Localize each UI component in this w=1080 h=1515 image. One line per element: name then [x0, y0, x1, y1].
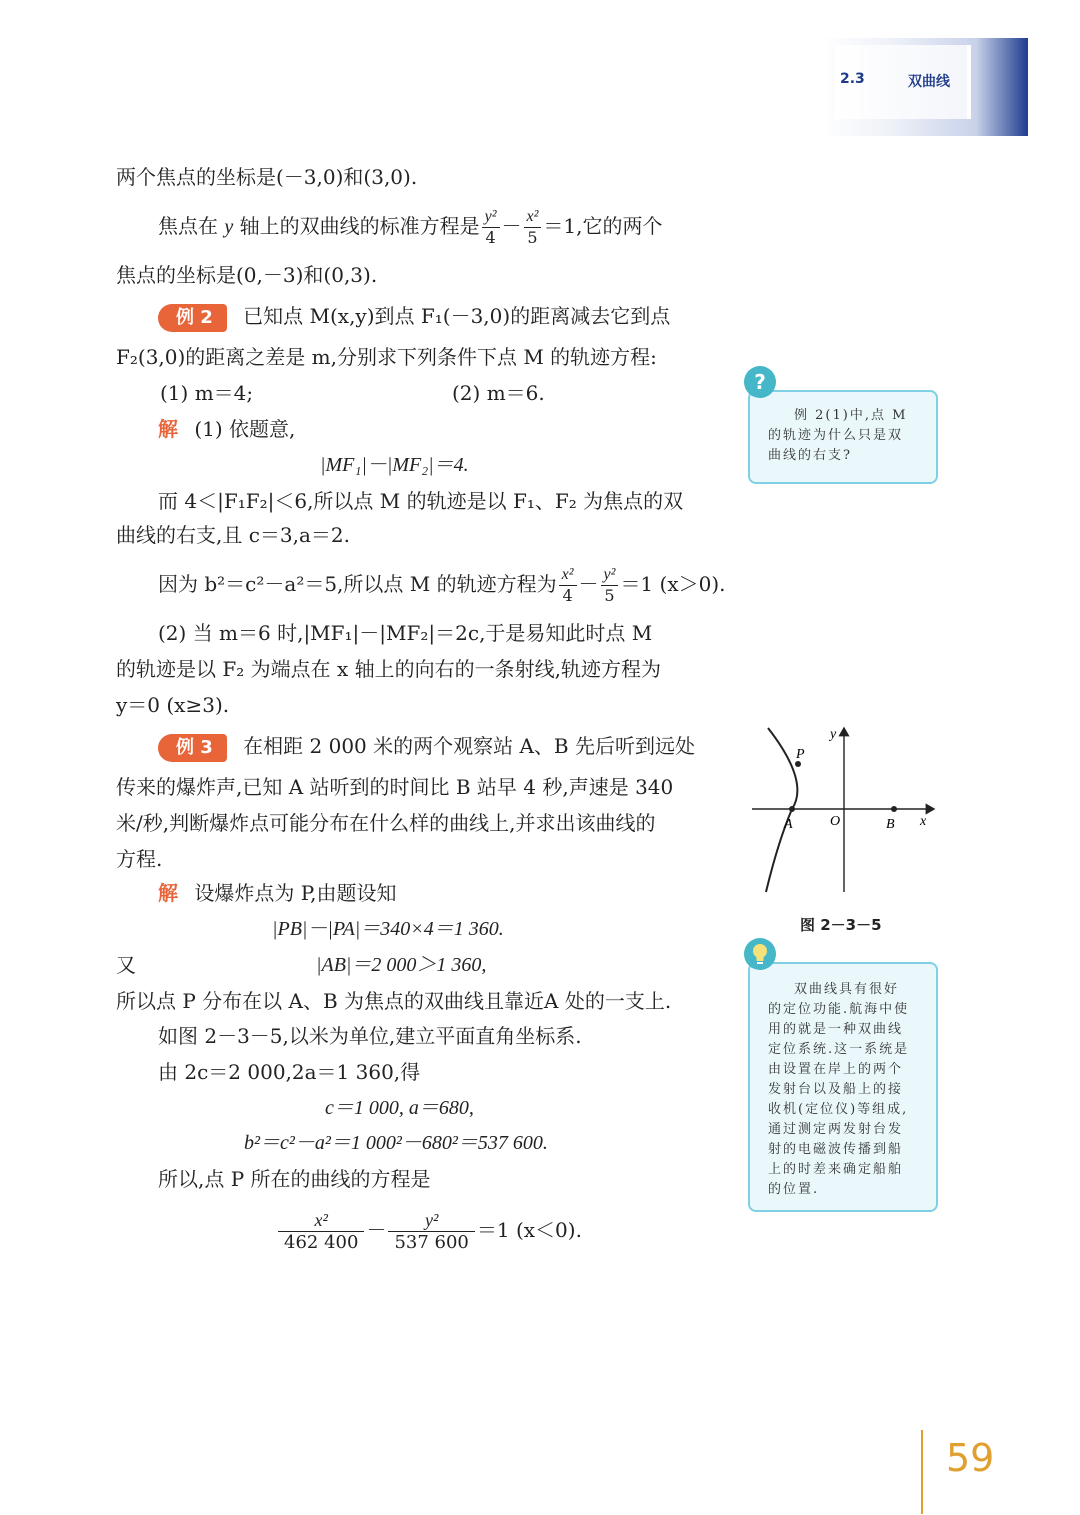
fraction-denominator: 5 — [604, 586, 615, 605]
figure-caption: 图 2－3－5 — [800, 916, 882, 934]
tip-text-line: 射的电磁波传播到船 — [768, 1142, 904, 1157]
text-fragment: ＝1 (x＞0). — [620, 572, 726, 596]
equation-line — [276, 1208, 582, 1254]
fraction — [601, 565, 619, 606]
label-y: y — [830, 727, 837, 742]
tip-text-line: 定位系统.这一系统是 — [768, 1042, 910, 1057]
text-line: 曲线的右支,且 c＝3,a＝2. — [116, 523, 351, 547]
page-number-divider — [921, 1430, 923, 1514]
fraction — [482, 207, 500, 248]
fraction-denominator: 4 — [562, 586, 573, 605]
tip-text-line: 通过测定两发射台发 — [768, 1122, 904, 1137]
question-text-line: 例 2(1)中,点 M — [794, 408, 908, 423]
solution-label: 解 — [158, 417, 178, 441]
label-P: P — [796, 747, 805, 762]
solution-line — [158, 414, 295, 444]
text-line: 又 — [116, 953, 136, 977]
header-section-number: 2.3 — [840, 71, 865, 87]
point-A — [789, 806, 795, 812]
text-line: 而 4＜|F₁F₂|＜6,所以点 M 的轨迹是以 F₁、F₂ 为焦点的双 — [158, 489, 684, 513]
question-text — [768, 406, 907, 466]
text-line: 所以,点 P 所在的曲线的方程是 — [158, 1167, 431, 1191]
fraction-denominator: 462 400 — [284, 1232, 359, 1253]
page-number: 59 — [946, 1436, 995, 1480]
var-y: y — [224, 216, 234, 238]
text-fragment: 已知点 M(x,y)到点 F₁(－3,0)的距离减去它到点 — [243, 304, 671, 328]
fraction-numerator: y² — [388, 1209, 474, 1232]
tip-text-line: 的位置. — [768, 1182, 820, 1197]
text-line: F₂(3,0)的距离之差是 m,分别求下列条件下点 M 的轨迹方程: — [116, 345, 657, 369]
text-fragment: 在相距 2 000 米的两个观察站 A、B 先后听到远处 — [243, 734, 695, 758]
text-line: 焦点的坐标是(0,－3)和(0,3). — [116, 263, 378, 287]
text-line: 如图 2－3－5,以米为单位,建立平面直角坐标系. — [158, 1024, 582, 1048]
question-mark-icon: ? — [744, 366, 776, 398]
minus-sign: － — [501, 214, 522, 238]
fraction-denominator: 4 — [485, 228, 496, 247]
fraction-denominator: 537 600 — [394, 1232, 469, 1253]
text-line: 传来的爆炸声,已知 A 站听到的时间比 B 站早 4 秒,声速是 340 — [116, 775, 674, 799]
fraction-numerator: y² — [601, 565, 619, 586]
equation: b²＝c²－a²＝1 000²－680²＝537 600. — [244, 1132, 548, 1154]
example-3-line — [158, 731, 695, 762]
text-fragment: 因为 b²＝c²－a²＝5,所以点 M 的轨迹方程为 — [158, 572, 557, 596]
tip-text-line: 收机(定位仪)等组成, — [768, 1102, 909, 1117]
tip-text-line: 发射台以及船上的接 — [768, 1082, 904, 1097]
tip-text-line: 由设置在岸上的两个 — [768, 1062, 904, 1077]
condition-1: (1) m＝4; — [160, 381, 254, 405]
fraction-numerator: y² — [482, 207, 500, 228]
text-line: 方程. — [116, 847, 163, 871]
text-line: 所以点 P 分布在以 A、B 为焦点的双曲线且靠近A 处的一支上. — [116, 989, 672, 1013]
example-2-line — [158, 301, 670, 332]
fraction — [524, 207, 542, 248]
text-fragment: 轴上的双曲线的标准方程是 — [233, 214, 480, 238]
text-fragment: ＝1 (x＜0). — [476, 1218, 582, 1242]
fraction — [388, 1209, 474, 1254]
equation-line — [158, 206, 663, 248]
tip-text-line: 的定位功能.航海中使 — [768, 1002, 910, 1017]
minus-sign: － — [578, 572, 599, 596]
fraction — [559, 565, 577, 606]
fraction — [278, 1209, 364, 1254]
tip-text-line: 用的就是一种双曲线 — [768, 1022, 904, 1037]
text-fragment: 焦点在 — [158, 214, 225, 238]
question-box — [748, 390, 938, 484]
text-line: 米/秒,判断爆炸点可能分布在什么样的曲线上,并求出该曲线的 — [116, 811, 656, 835]
text-line: y＝0 (x≥3). — [116, 693, 230, 717]
label-A: A — [784, 817, 793, 832]
equation: |AB|＝2 000＞1 360, — [316, 954, 487, 976]
point-B — [891, 806, 897, 812]
question-text-line: 的轨迹为什么只是双 — [768, 428, 904, 443]
solution-label: 解 — [158, 881, 178, 905]
example-badge: 例 3 — [158, 734, 227, 762]
text-line: 由 2c＝2 000,2a＝1 360,得 — [158, 1060, 421, 1084]
equation: c＝1 000, a＝680, — [325, 1097, 474, 1119]
text-fragment: 设爆炸点为 P,由题设知 — [194, 881, 397, 905]
text-fragment: (1) 依题意, — [194, 417, 296, 441]
lightbulb-icon — [744, 938, 776, 970]
tip-text-line: 上的时差来确定船舶 — [768, 1162, 904, 1177]
fraction-numerator: x² — [524, 207, 542, 228]
equation-line — [158, 564, 726, 606]
text-line: 的轨迹是以 F₂ 为端点在 x 轴上的向右的一条射线,轨迹方程为 — [116, 657, 661, 681]
text-line: 两个焦点的坐标是(－3,0)和(3,0). — [116, 165, 418, 189]
solution-line — [158, 878, 396, 908]
label-x: x — [920, 814, 927, 829]
example-badge: 例 2 — [158, 304, 227, 332]
header-section-title: 双曲线 — [908, 74, 950, 90]
hyperbola-figure — [748, 722, 940, 898]
condition-2: (2) m＝6. — [452, 381, 545, 405]
minus-sign: － — [366, 1218, 387, 1242]
equation: |PB|－|PA|＝340×4＝1 360. — [272, 918, 504, 940]
lightbulb-glyph — [744, 938, 776, 970]
equation: |MF₁|－|MF₂|＝4. — [320, 454, 469, 476]
text-fragment: ＝1,它的两个 — [543, 214, 663, 238]
tip-box — [748, 962, 938, 1212]
label-O: O — [830, 814, 841, 829]
fraction-numerator: x² — [278, 1209, 364, 1232]
question-text-line: 曲线的右支? — [768, 448, 852, 463]
label-B: B — [886, 817, 895, 832]
fraction-denominator: 5 — [527, 228, 538, 247]
tip-text — [768, 980, 909, 1200]
tip-text-line: 双曲线具有很好 — [794, 982, 900, 997]
fraction-numerator: x² — [559, 565, 577, 586]
text-line: (2) 当 m＝6 时,|MF₁|－|MF₂|＝2c,于是易知此时点 M — [158, 621, 653, 645]
